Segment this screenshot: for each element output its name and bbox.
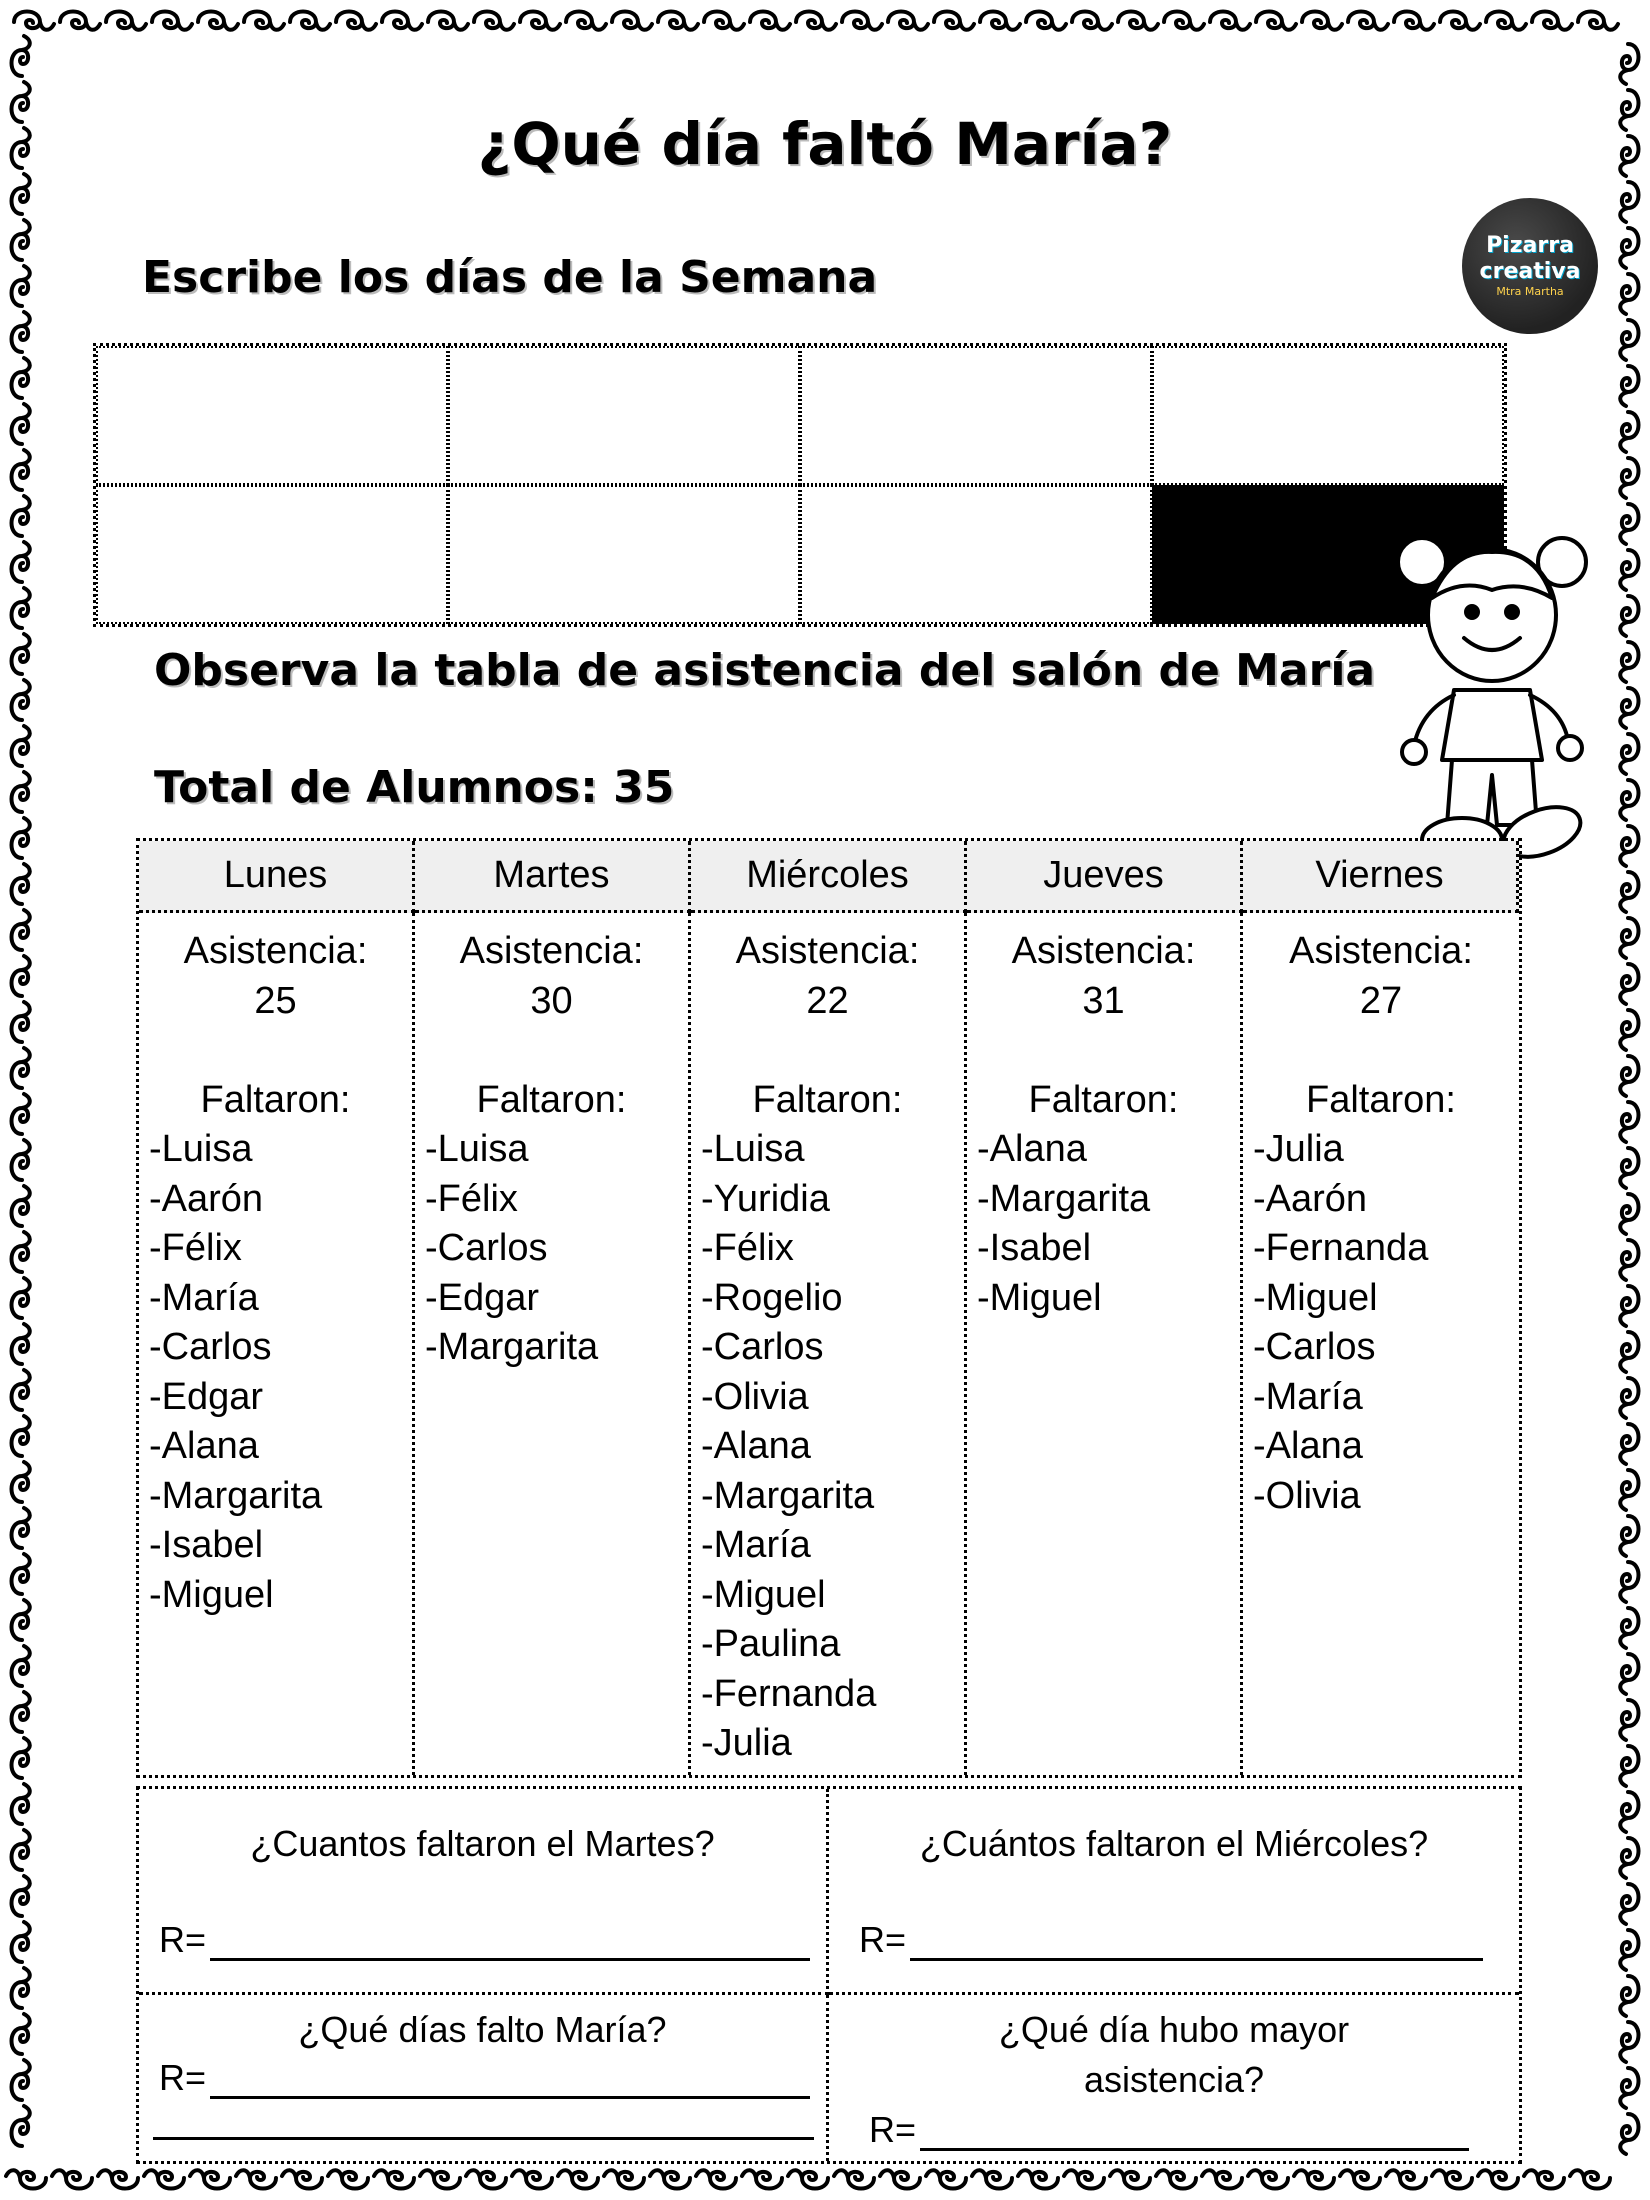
- attendance-count: 22: [806, 979, 849, 1022]
- answer-row: [869, 2109, 1469, 2151]
- absent-list: [691, 1125, 964, 1769]
- absent-student: -Félix: [425, 1177, 518, 1220]
- absent-student: -Alana: [149, 1425, 259, 1467]
- days-of-week-grid: [93, 343, 1507, 627]
- answer-line[interactable]: [910, 1922, 1483, 1961]
- question-maria: [139, 1995, 829, 2161]
- questions-grid: [136, 1786, 1522, 2164]
- absent-student: -Fernanda: [1253, 1227, 1429, 1269]
- pizarra-creativa-logo: [1462, 198, 1598, 334]
- attendance-count: 27: [1359, 979, 1403, 1022]
- absent-student: -Miguel: [977, 1276, 1102, 1319]
- day-cell-2[interactable]: [448, 346, 800, 485]
- absent-student: -Edgar: [425, 1276, 540, 1319]
- absent-student: -Miguel: [1253, 1276, 1378, 1319]
- absent-student: -Alana: [1253, 1425, 1363, 1467]
- absent-student: -Isabel: [149, 1524, 264, 1566]
- absent-student: -Olivia: [1253, 1474, 1361, 1517]
- attendance-count: 25: [254, 979, 297, 1022]
- page-title: ¿Qué día faltó María?: [477, 110, 1173, 178]
- absent-student: -Olivia: [701, 1375, 809, 1418]
- attendance-count: 31: [1082, 979, 1125, 1022]
- absent-student: -Alana: [977, 1128, 1087, 1170]
- observe-heading: Observa la tabla de asistencia del salón de María: [154, 645, 1376, 696]
- day-cell-3[interactable]: [800, 346, 1152, 485]
- day-cell-5[interactable]: [96, 485, 448, 624]
- absent-student: -Margarita: [977, 1177, 1151, 1220]
- column-miercoles: [691, 913, 967, 1775]
- absent-student: -Margarita: [425, 1326, 599, 1368]
- absent-label: Faltaron:: [200, 1078, 351, 1121]
- absent-student: -Luisa: [425, 1128, 529, 1170]
- absent-student: -Luisa: [149, 1128, 253, 1170]
- header-viernes: Viernes: [1243, 841, 1519, 913]
- attendance-label: Asistencia:: [183, 930, 368, 972]
- answer-row: [859, 1919, 1483, 1961]
- absent-student: -Carlos: [149, 1326, 272, 1368]
- attendance-label: Asistencia:: [1289, 930, 1473, 972]
- question-martes: [139, 1789, 829, 1995]
- header-miercoles: Miércoles: [691, 841, 967, 913]
- absent-label: Faltaron:: [752, 1078, 903, 1121]
- absent-label: Faltaron:: [1306, 1078, 1456, 1121]
- absent-student: -Miguel: [149, 1573, 274, 1616]
- absent-student: -Félix: [701, 1227, 794, 1269]
- answer-line-extra[interactable]: [153, 2137, 814, 2140]
- absent-student: -Yuridia: [701, 1177, 830, 1220]
- absent-student: -Margarita: [149, 1474, 323, 1517]
- answer-prefix: R=: [859, 1919, 907, 1960]
- answer-line[interactable]: [210, 1922, 810, 1961]
- logo-line-1: Pizarra: [1486, 233, 1574, 259]
- absent-student: -Julia: [1253, 1128, 1344, 1170]
- absent-student: -Luisa: [701, 1128, 805, 1170]
- absent-list: [967, 1125, 1240, 1323]
- attendance-table: [136, 838, 1522, 1778]
- attendance-label: Asistencia:: [735, 930, 920, 972]
- question-text: ¿Cuantos faltaron el Martes?: [250, 1823, 715, 1864]
- absent-student: -Fernanda: [701, 1672, 877, 1715]
- column-martes: [415, 913, 691, 1775]
- absent-student: -Aarón: [149, 1177, 264, 1220]
- girl-illustration: [1392, 520, 1592, 880]
- answer-row: [159, 1919, 810, 1961]
- header-lunes: Lunes: [139, 841, 415, 913]
- column-lunes: [139, 913, 415, 1775]
- absent-list: [139, 1125, 412, 1620]
- absent-student: -Alana: [701, 1425, 811, 1467]
- answer-prefix: R=: [869, 2109, 917, 2150]
- absent-student: -Miguel: [701, 1573, 826, 1616]
- day-cell-6[interactable]: [448, 485, 800, 624]
- absent-label: Faltaron:: [1028, 1078, 1179, 1121]
- question-mayor-asistencia: [829, 1995, 1519, 2161]
- absent-student: -Julia: [701, 1722, 792, 1764]
- question-miercoles: [829, 1789, 1519, 1995]
- absent-student: -María: [149, 1276, 259, 1319]
- question-text-line-2: asistencia?: [1083, 2059, 1265, 2100]
- days-heading: Escribe los días de la Semana: [142, 252, 878, 303]
- absent-student: -Carlos: [425, 1227, 548, 1269]
- answer-prefix: R=: [159, 1919, 207, 1960]
- column-jueves: [967, 913, 1243, 1775]
- column-viernes: [1243, 913, 1519, 1775]
- absent-student: -Carlos: [701, 1326, 824, 1368]
- absent-student: -Edgar: [149, 1375, 264, 1418]
- question-text-line-1: ¿Qué día hubo mayor: [998, 2009, 1350, 2050]
- absent-student: -Aarón: [1253, 1177, 1368, 1220]
- answer-row: [159, 2057, 810, 2099]
- day-cell-1[interactable]: [96, 346, 448, 485]
- attendance-label: Asistencia:: [1011, 930, 1196, 972]
- absent-student: -Carlos: [1253, 1326, 1376, 1368]
- header-jueves: Jueves: [967, 841, 1243, 913]
- attendance-label: Asistencia:: [459, 930, 644, 972]
- absent-student: -Margarita: [701, 1474, 875, 1517]
- absent-label: Faltaron:: [476, 1078, 627, 1121]
- header-martes: Martes: [415, 841, 691, 913]
- absent-list: [1243, 1125, 1519, 1521]
- logo-line-2: creativa: [1479, 258, 1581, 284]
- attendance-count: 30: [530, 979, 573, 1022]
- absent-student: -Paulina: [701, 1623, 841, 1665]
- absent-student: -Félix: [149, 1227, 242, 1269]
- answer-line[interactable]: [920, 2112, 1469, 2151]
- absent-student: -Rogelio: [701, 1276, 843, 1319]
- absent-list: [415, 1125, 688, 1373]
- day-cell-4[interactable]: [1152, 346, 1504, 485]
- total-students: Total de Alumnos: 35: [154, 762, 675, 813]
- day-cell-7[interactable]: [800, 485, 1152, 624]
- absent-student: -María: [701, 1524, 811, 1566]
- question-text: ¿Qué días falto María?: [298, 2009, 667, 2050]
- answer-line[interactable]: [210, 2060, 810, 2099]
- logo-small-text: Mtra Martha: [1496, 284, 1564, 298]
- answer-prefix: R=: [159, 2057, 207, 2098]
- absent-student: -María: [1253, 1375, 1363, 1418]
- question-text: ¿Cuántos faltaron el Miércoles?: [919, 1823, 1429, 1864]
- absent-student: -Isabel: [977, 1227, 1092, 1269]
